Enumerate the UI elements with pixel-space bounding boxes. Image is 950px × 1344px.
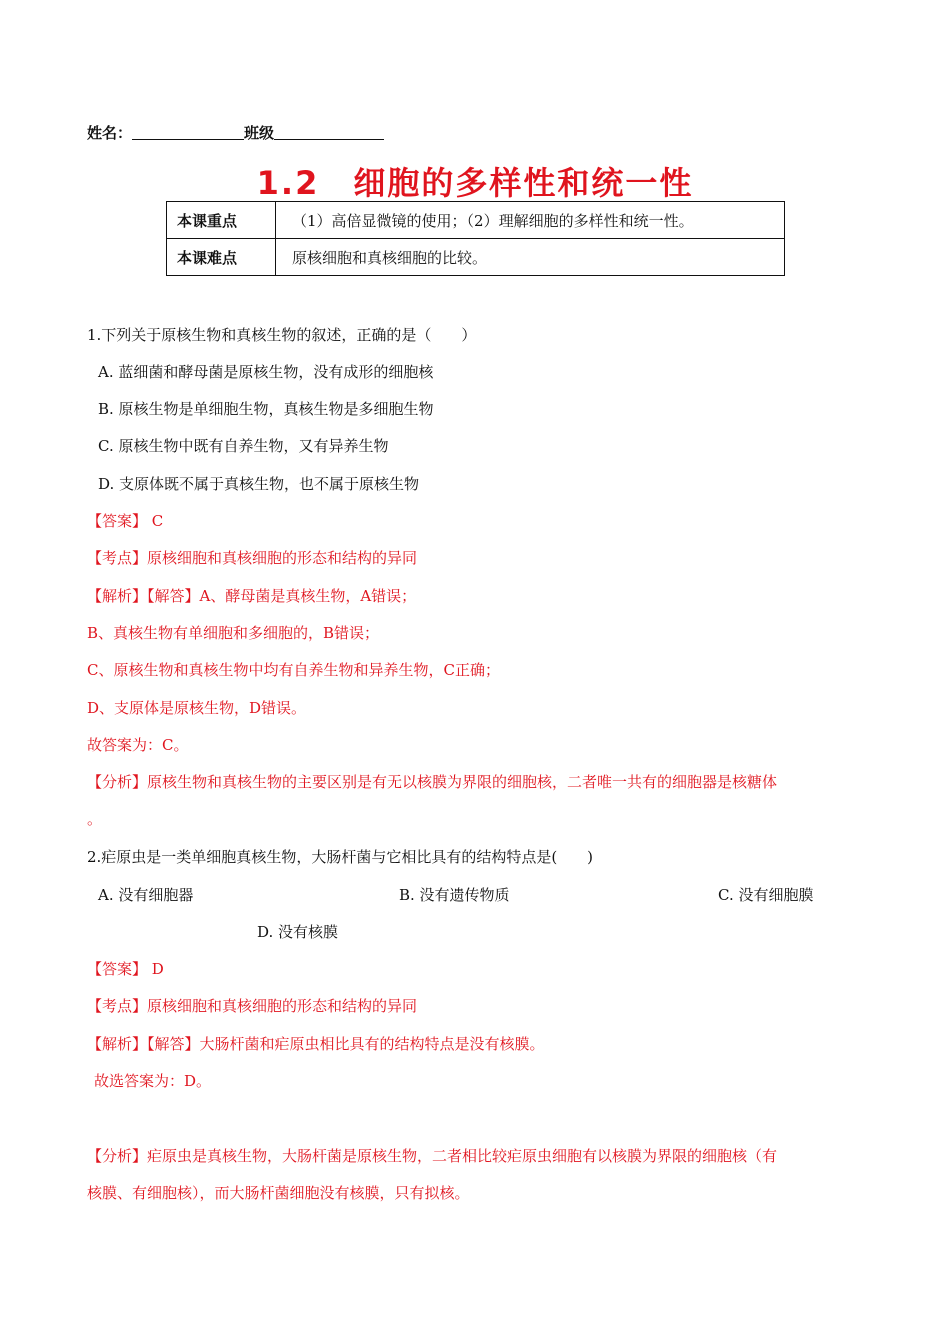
q1-jiexi-line: C、原核生物和真核生物中均有自养生物和异养生物，C正确； [87, 661, 500, 679]
q1-jiexi-line: B、真核生物有单细胞和多细胞的，B错误； [87, 624, 380, 642]
q1-option-a[interactable]: A. 蓝细菌和酵母菌是原核生物，没有成形的细胞核 [98, 363, 434, 381]
q1-kaodian: 【考点】原核细胞和真核细胞的形态和结构的异同 [87, 549, 418, 567]
table-row [167, 202, 785, 239]
lesson-key-table [166, 201, 785, 276]
q1-stem: 1.下列关于原核生物和真核生物的叙述，正确的是（ ） [87, 326, 477, 344]
page-title: 1.2 细胞的多样性和统一性 [256, 164, 694, 202]
q2-option-c[interactable]: C. 没有细胞膜 [718, 886, 814, 904]
q2-jiexi: 【解析】【解答】大肠杆菌和疟原虫相比具有的结构特点是没有核膜。 [87, 1035, 545, 1053]
class-blank[interactable] [274, 125, 384, 140]
q1-jiexi-line: 【解析】【解答】A、酵母菌是真核生物，A错误； [87, 587, 417, 605]
q2-fenxi-line: 核膜、有细胞核），而大肠杆菌细胞没有核膜，只有拟核。 [87, 1184, 470, 1202]
q2-stem: 2.疟原虫是一类单细胞真核生物，大肠杆菌与它相比具有的结构特点是( ) [87, 848, 594, 866]
key-point-label: 本课重点 [167, 202, 276, 239]
class-label: 班级 [244, 124, 275, 142]
difficulty-label: 本课难点 [167, 239, 276, 276]
student-info-line [87, 122, 384, 143]
key-point-value: （1）高倍显微镜的使用；（2）理解细胞的多样性和统一性。 [276, 202, 785, 239]
q1-answer: 【答案】 C [87, 512, 164, 530]
q1-jiexi-line: D、支原体是原核生物，D错误。 [87, 699, 307, 717]
q2-conclusion: 故选答案为：D。 [94, 1072, 212, 1090]
name-label: 姓名： [87, 124, 133, 142]
q1-fenxi-line: 。 [87, 810, 103, 828]
q1-option-d[interactable]: D. 支原体既不属于真核生物，也不属于原核生物 [98, 475, 420, 493]
q1-option-c[interactable]: C. 原核生物中既有自养生物，又有异养生物 [98, 437, 389, 455]
q2-option-a[interactable]: A. 没有细胞器 [98, 886, 194, 904]
q1-conclusion: 故答案为：C。 [87, 736, 189, 754]
q2-kaodian: 【考点】原核细胞和真核细胞的形态和结构的异同 [87, 997, 418, 1015]
table-row [167, 239, 785, 276]
q1-fenxi-line: 【分析】原核生物和真核生物的主要区别是有无以核膜为界限的细胞核，二者唯一共有的细胞器是核糖体 [87, 773, 778, 791]
q1-option-b[interactable]: B. 原核生物是单细胞生物，真核生物是多细胞生物 [98, 400, 434, 418]
q2-option-b[interactable]: B. 没有遗传物质 [399, 886, 510, 904]
q2-fenxi-line: 【分析】疟原虫是真核生物，大肠杆菌是原核生物，二者相比较疟原虫细胞有以核膜为界限的细胞核（有 [87, 1147, 778, 1165]
difficulty-value: 原核细胞和真核细胞的比较。 [276, 239, 785, 276]
q2-answer: 【答案】 D [87, 960, 164, 978]
name-blank[interactable] [132, 125, 244, 140]
q2-option-d[interactable]: D. 没有核膜 [257, 923, 339, 941]
